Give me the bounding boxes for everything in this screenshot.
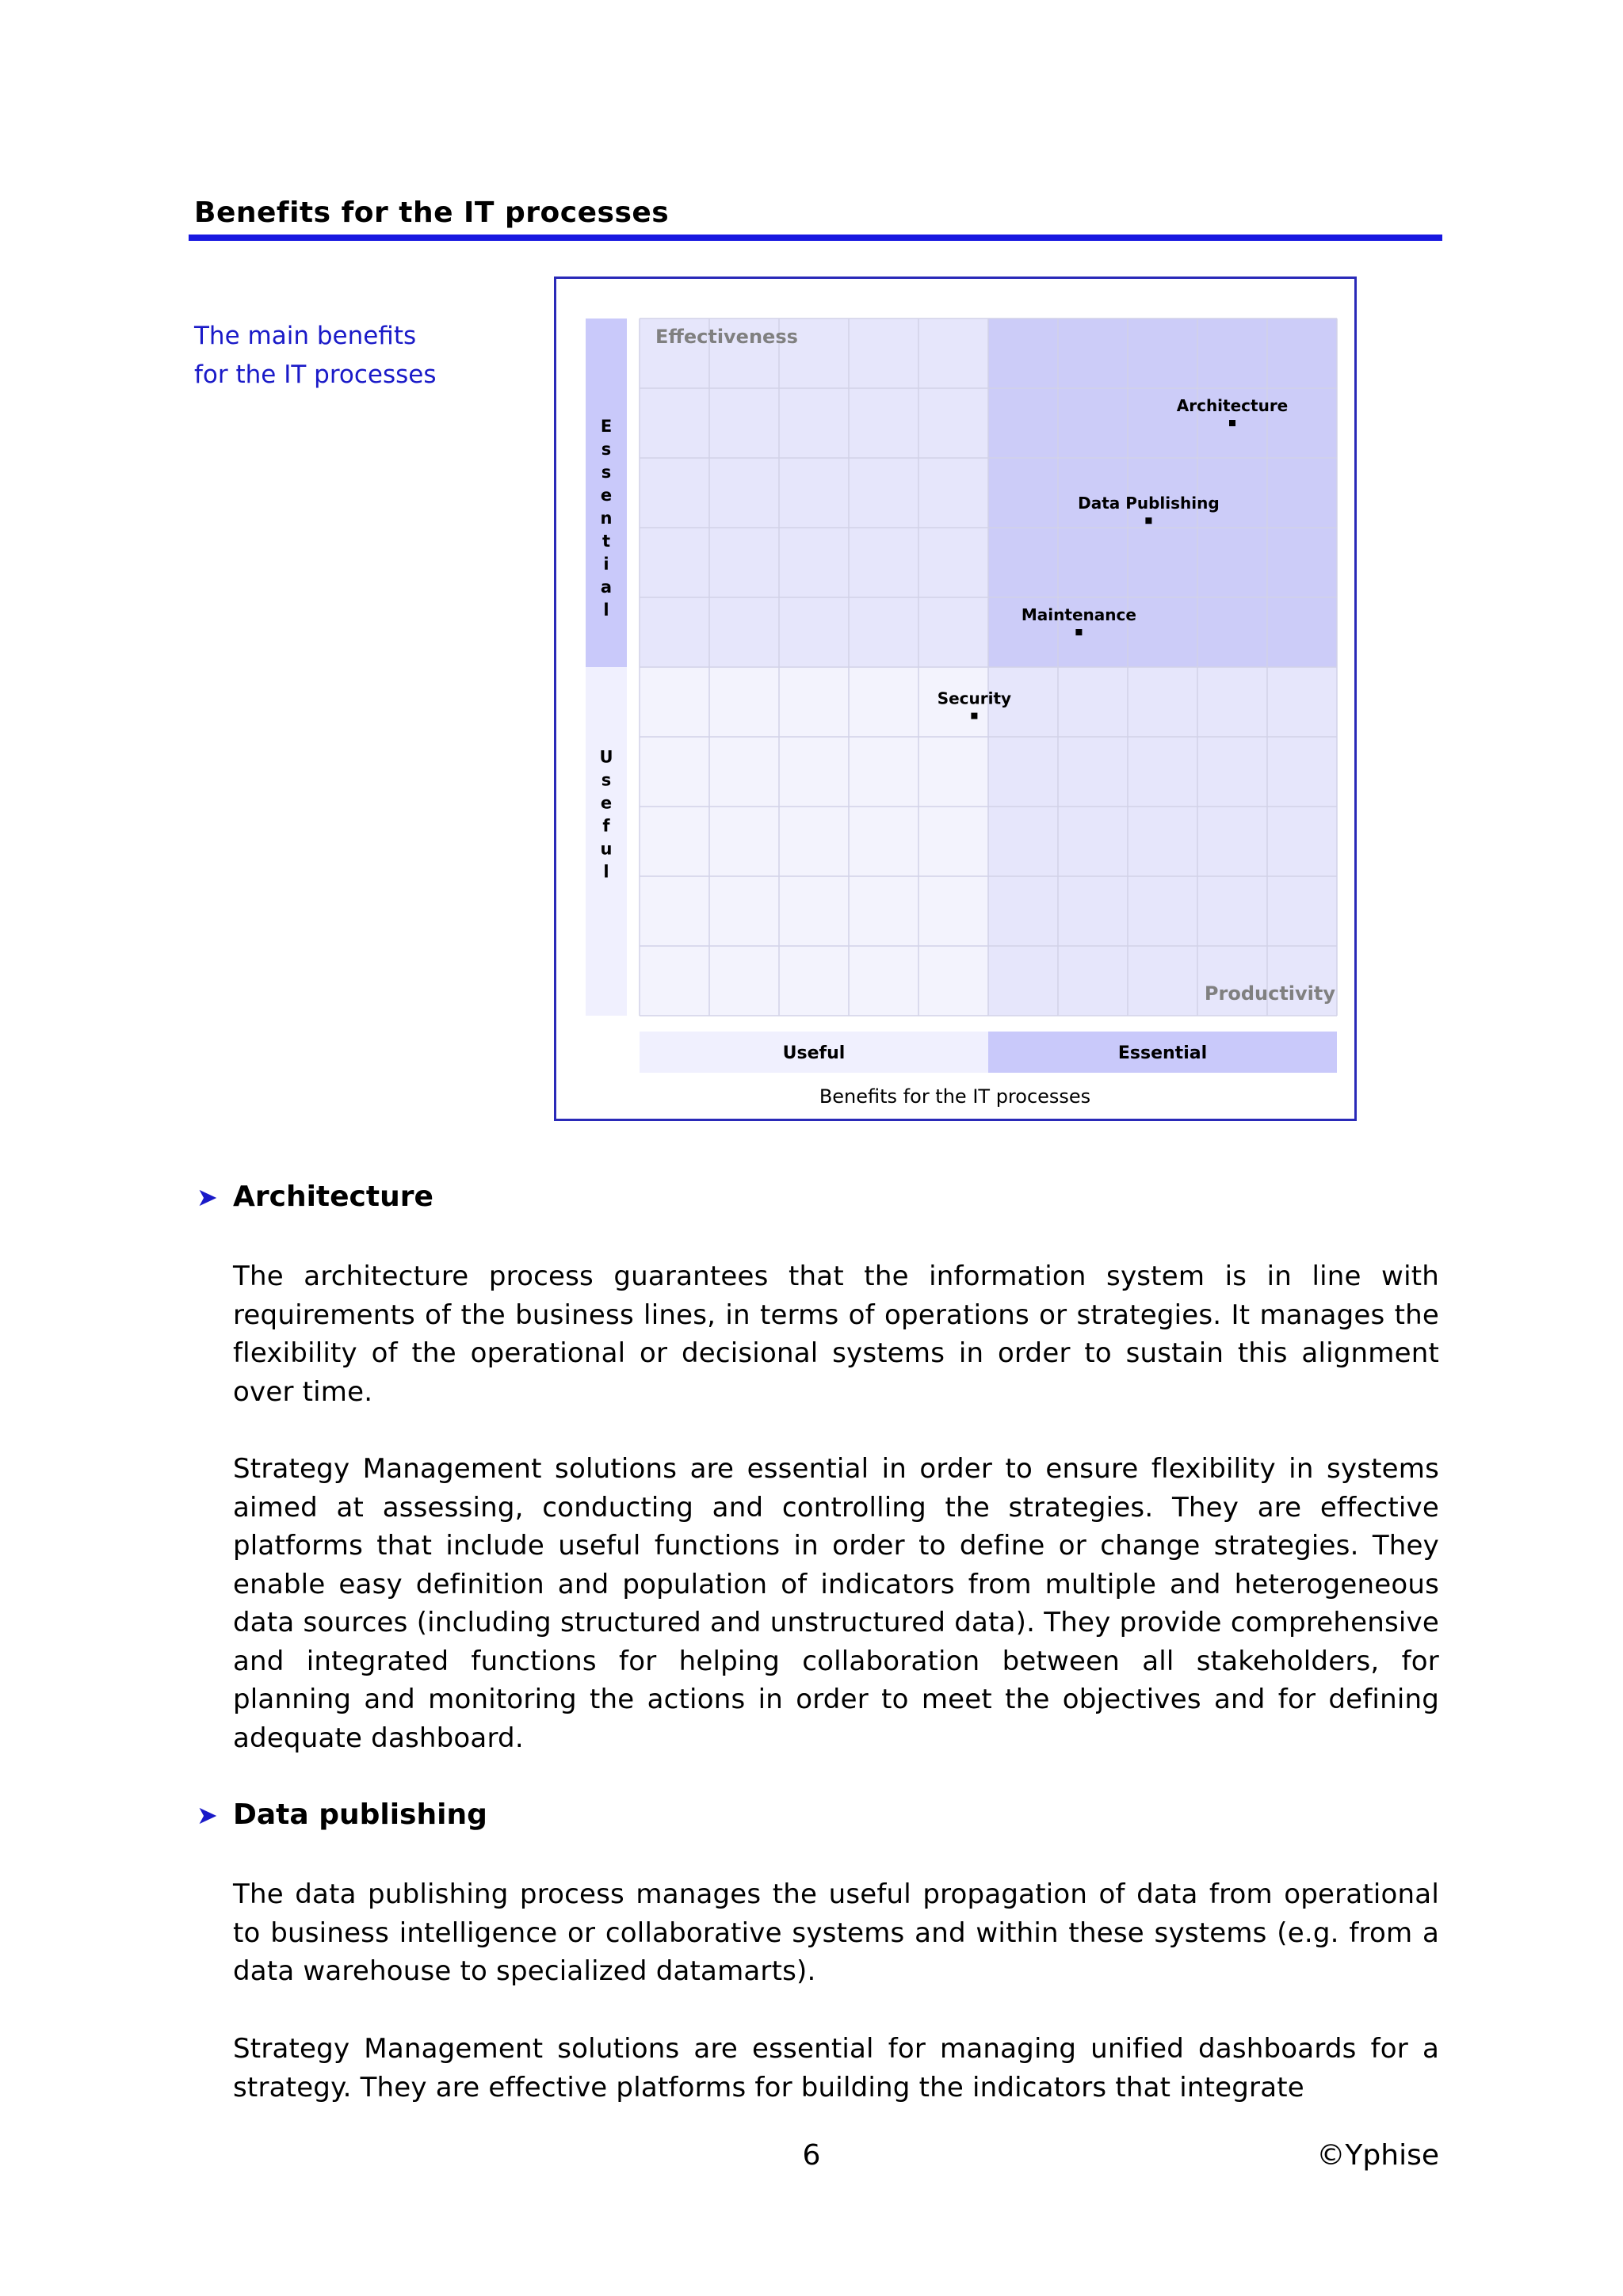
data-point-label: Security — [937, 688, 1012, 708]
side-note — [194, 317, 527, 395]
data-point-marker — [1229, 420, 1235, 426]
section-heading-text: Data publishing — [233, 1798, 487, 1831]
y-band-letter: n — [600, 508, 613, 528]
x-axis-label: Productivity — [1204, 982, 1335, 1005]
x-band-label-essential: Essential — [1117, 1043, 1208, 1063]
title-rule — [189, 235, 1442, 241]
chart-caption: Benefits for the IT processes — [819, 1085, 1091, 1108]
y-band-letter: s — [601, 770, 612, 790]
y-band-letter: l — [603, 862, 609, 882]
arrow-bullet-icon: ➤ — [197, 1182, 218, 1212]
quadrant-useful-essential — [640, 318, 988, 667]
y-band-letter: U — [599, 747, 613, 767]
arrow-bullet-icon: ➤ — [197, 1800, 218, 1830]
x-band-label-useful: Useful — [782, 1043, 846, 1063]
y-band-letter: f — [602, 816, 610, 836]
y-band-letter: l — [603, 600, 609, 620]
copyright: ©Yphise — [1316, 2139, 1439, 2172]
y-band-letter: e — [600, 793, 613, 813]
y-band-letter: s — [601, 439, 612, 459]
data-point-label: Architecture — [1176, 396, 1289, 415]
y-band-letter: a — [600, 577, 613, 597]
quadrant-useful-useful — [640, 667, 988, 1016]
paragraph: The data publishing process manages the useful propagation of data from operational to business intelligence or collaborative systems and within these systems (e.g. from a data warehouse to specialized datamarts). — [233, 1878, 1439, 1987]
page-number: 6 — [802, 2139, 821, 2172]
data-point-marker — [1145, 517, 1151, 524]
figure-frame — [554, 277, 1357, 1121]
y-band-letter: E — [600, 416, 613, 436]
y-band-letter: t — [601, 531, 611, 551]
side-note-line: The main benefits — [194, 322, 417, 350]
data-point-marker — [1075, 629, 1082, 635]
y-band-letter: e — [600, 485, 613, 505]
y-band-letter: u — [600, 839, 613, 859]
quadrant-essential-useful — [988, 667, 1337, 1016]
paragraph: Strategy Management solutions are essential for managing unified dashboards for a strategy. They are effective platforms for building the indicators that integrate — [233, 2033, 1439, 2103]
data-point-marker — [971, 713, 977, 719]
paragraph: Strategy Management solutions are essential in order to ensure flexibility in systems aimed at assessing, conducting and controlling the strategies. They are effective platforms that include useful functions in order to define or change strategies. They enable easy definition and population of indicators from multiple and heterogeneous data sources (including structured and unstructured data). They provide comprehensive and integrated functions for helping collaboration between all stakeholders, for planning and monitoring the actions in order to meet the objectives and for defining adequate dashboard. — [233, 1453, 1439, 1754]
benefits-chart — [556, 279, 1354, 1119]
paragraph: The architecture process guarantees that the information system is in line with requirements of the business lines, in terms of operations or strategies. It manages the flexibility of the operational or decisional systems in order to sustain this alignment over time. — [233, 1261, 1439, 1408]
data-point-label: Data Publishing — [1078, 494, 1220, 513]
y-band-letter: s — [601, 462, 612, 482]
section-title: Benefits for the IT processes — [194, 196, 670, 229]
y-axis-label: Effectiveness — [655, 326, 798, 348]
y-band-letter: i — [603, 554, 609, 574]
section-heading-text: Architecture — [233, 1180, 433, 1213]
data-point-label: Maintenance — [1021, 605, 1136, 624]
section-heading-architecture — [197, 1180, 433, 1213]
section-heading-data-publishing — [197, 1798, 487, 1831]
side-note-line: for the IT processes — [194, 360, 437, 389]
